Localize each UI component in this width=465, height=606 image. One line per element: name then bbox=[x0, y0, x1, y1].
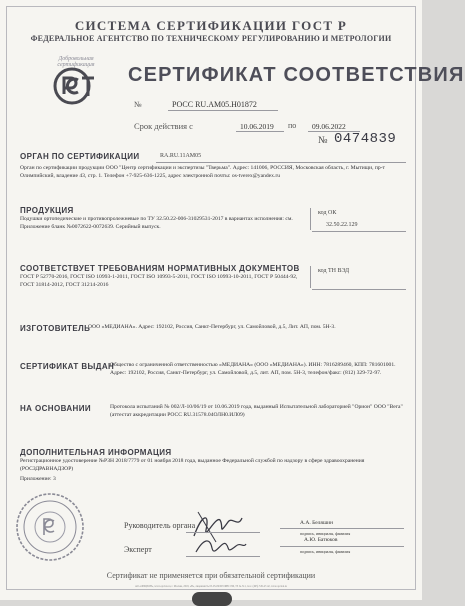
okp-code: 32.50.22.129 bbox=[326, 222, 358, 228]
registration-number-label: № bbox=[134, 100, 142, 109]
head-name-line bbox=[280, 528, 404, 529]
valid-to: 09.06.2022 bbox=[312, 122, 346, 131]
footer-note: Сертификат не применяется при обязательной сертификации bbox=[106, 571, 316, 580]
standards-text: ГОСТ Р 52770-2016, ГОСТ ISO 10993-1-2011, ГОСТ ISO 10993-5-2011, ГОСТ ISO 10993-10-2011, ГОСТ Р 50444-92, ГОСТ 31814-2012, ГОСТ 31214-2016 bbox=[20, 274, 298, 288]
issued-to-text: Общество с ограниченной ответственностью «МЕДИАНА» (ООО «МЕДИАНА»). ИНН: 7816289460, КПП: 781601001. Адрес: 192102, Россия, Санкт-Петербург, ул. Самойловой, д.5, лит. АП, пом. 5Н-3, телефон/факс: (812) 329-72-97. bbox=[110, 362, 396, 376]
agency-title: ФЕДЕРАЛЬНОЕ АГЕНТСТВО ПО ТЕХНИЧЕСКОМУ РЕГУЛИРОВАНИЮ И МЕТРОЛОГИИ bbox=[30, 34, 392, 43]
valid-from: 10.06.2019 bbox=[240, 122, 274, 131]
expert-name: А.Ю. Батюков bbox=[304, 537, 338, 543]
expert-label: Эксперт bbox=[124, 545, 152, 554]
valid-from-underline bbox=[236, 131, 284, 132]
validity-label: Срок действия с bbox=[134, 121, 193, 131]
serial-number: 0474839 bbox=[334, 131, 397, 147]
rst-logo-icon bbox=[52, 66, 98, 106]
bottom-overlay-handle bbox=[192, 592, 232, 606]
head-name: А.А. Беляшин bbox=[300, 520, 334, 526]
manufacturer-text: ООО «МЕДИАНА». Адрес: 192102, Россия, Санкт-Петербург, ул. Самойловой, д.5, Лит. АП, пом. 5Н-3. bbox=[88, 324, 336, 330]
additional-info-heading: ДОПОЛНИТЕЛЬНАЯ ИНФОРМАЦИЯ bbox=[20, 448, 172, 457]
tnved-separator bbox=[310, 266, 311, 288]
printer-microtext: АО «ОПЦИОН», www.opcion.ru, г. Москва, 2018, «В», лицензия № 05-05-09/003 ФНС РФ, ТЗ № 311, тел.: (495) 726-47-42, www.opcion.ru bbox=[135, 585, 287, 588]
product-text: Подушки ортопедические и противопролежневые по ТУ 32.50.22-006-31029531-2017 в вариантах исполнения: см. Приложение бланк №0072622-0072639. Серийный выпуск. bbox=[20, 216, 293, 230]
head-signature-line bbox=[186, 532, 260, 533]
product-heading: ПРОДУКЦИЯ bbox=[20, 206, 74, 215]
basis-heading: НА ОСНОВАНИИ bbox=[20, 404, 92, 413]
valid-to-label: по bbox=[288, 121, 297, 130]
registration-number: РОСС RU.АМ05.Н01872 bbox=[172, 100, 257, 109]
certification-body-heading: ОРГАН ПО СЕРТИФИКАЦИИ bbox=[20, 152, 140, 161]
okp-code-label: код ОК bbox=[318, 210, 337, 216]
certification-body-code-line bbox=[156, 162, 406, 163]
round-seal-icon bbox=[14, 491, 86, 563]
issued-to-heading: СЕРТИФИКАТ ВЫДАН bbox=[20, 362, 115, 371]
document-title: СЕРТИФИКАТ СООТВЕТСТВИЯ bbox=[128, 64, 465, 86]
manufacturer-heading: ИЗГОТОВИТЕЛЬ bbox=[20, 324, 91, 333]
expert-signature-line bbox=[186, 556, 260, 557]
standards-heading: СООТВЕТСТВУЕТ ТРЕБОВАНИЯМ НОРМАТИВНЫХ ДОКУМЕНТОВ bbox=[20, 264, 300, 273]
tnved-label: код ТН ВЭД bbox=[318, 268, 350, 274]
product-code-separator bbox=[310, 208, 311, 230]
head-of-body-label: Руководитель органа bbox=[124, 521, 196, 530]
logo-caption: Добровольная сертификация bbox=[57, 56, 95, 68]
additional-info-text: Регистрационное удостоверение №РЗН 2018/7779 от 01 ноября 2018 года, выданное Федеральной службой по надзору в сфере здравоохранения (РОСЗДРАВНАДЗОР) bbox=[20, 458, 365, 472]
system-title: СИСТЕМА СЕРТИФИКАЦИИ ГОСТ Р bbox=[74, 18, 348, 33]
expert-initials-caption: подпись, инициалы, фамилия bbox=[300, 549, 351, 554]
certification-body-code: RA.RU.11АМ05 bbox=[160, 153, 202, 159]
head-initials-caption: подпись, инициалы, фамилия bbox=[300, 531, 351, 536]
registration-underline bbox=[168, 110, 278, 111]
okp-underline bbox=[312, 231, 406, 232]
appendix-note: Приложение: 3 bbox=[20, 476, 56, 482]
serial-number-label: № bbox=[318, 135, 328, 146]
tnved-underline bbox=[312, 289, 406, 290]
expert-name-line bbox=[280, 546, 404, 547]
certification-body-text: Орган по сертификации продукции ООО "Центр сертификации и экспертизы "Тверьма". Адрес: 141006, РОССИЯ, Московская область, г. Мытищи, пр-т Олимпийский, владение 43, стр. 1. Телефон +7-925-636-1225, адрес электронной почты: os-tverex@yandex.ru bbox=[20, 165, 385, 179]
basis-text: Протокола испытаний № 002/Л-10/06/19 от 10.06.2019 года, выданный Испытательной лабораторией "Орион" ООО "Вега" (аттестат аккредитации РОСС RU.31578.04ОЛН0.ИЛ09) bbox=[110, 404, 403, 418]
